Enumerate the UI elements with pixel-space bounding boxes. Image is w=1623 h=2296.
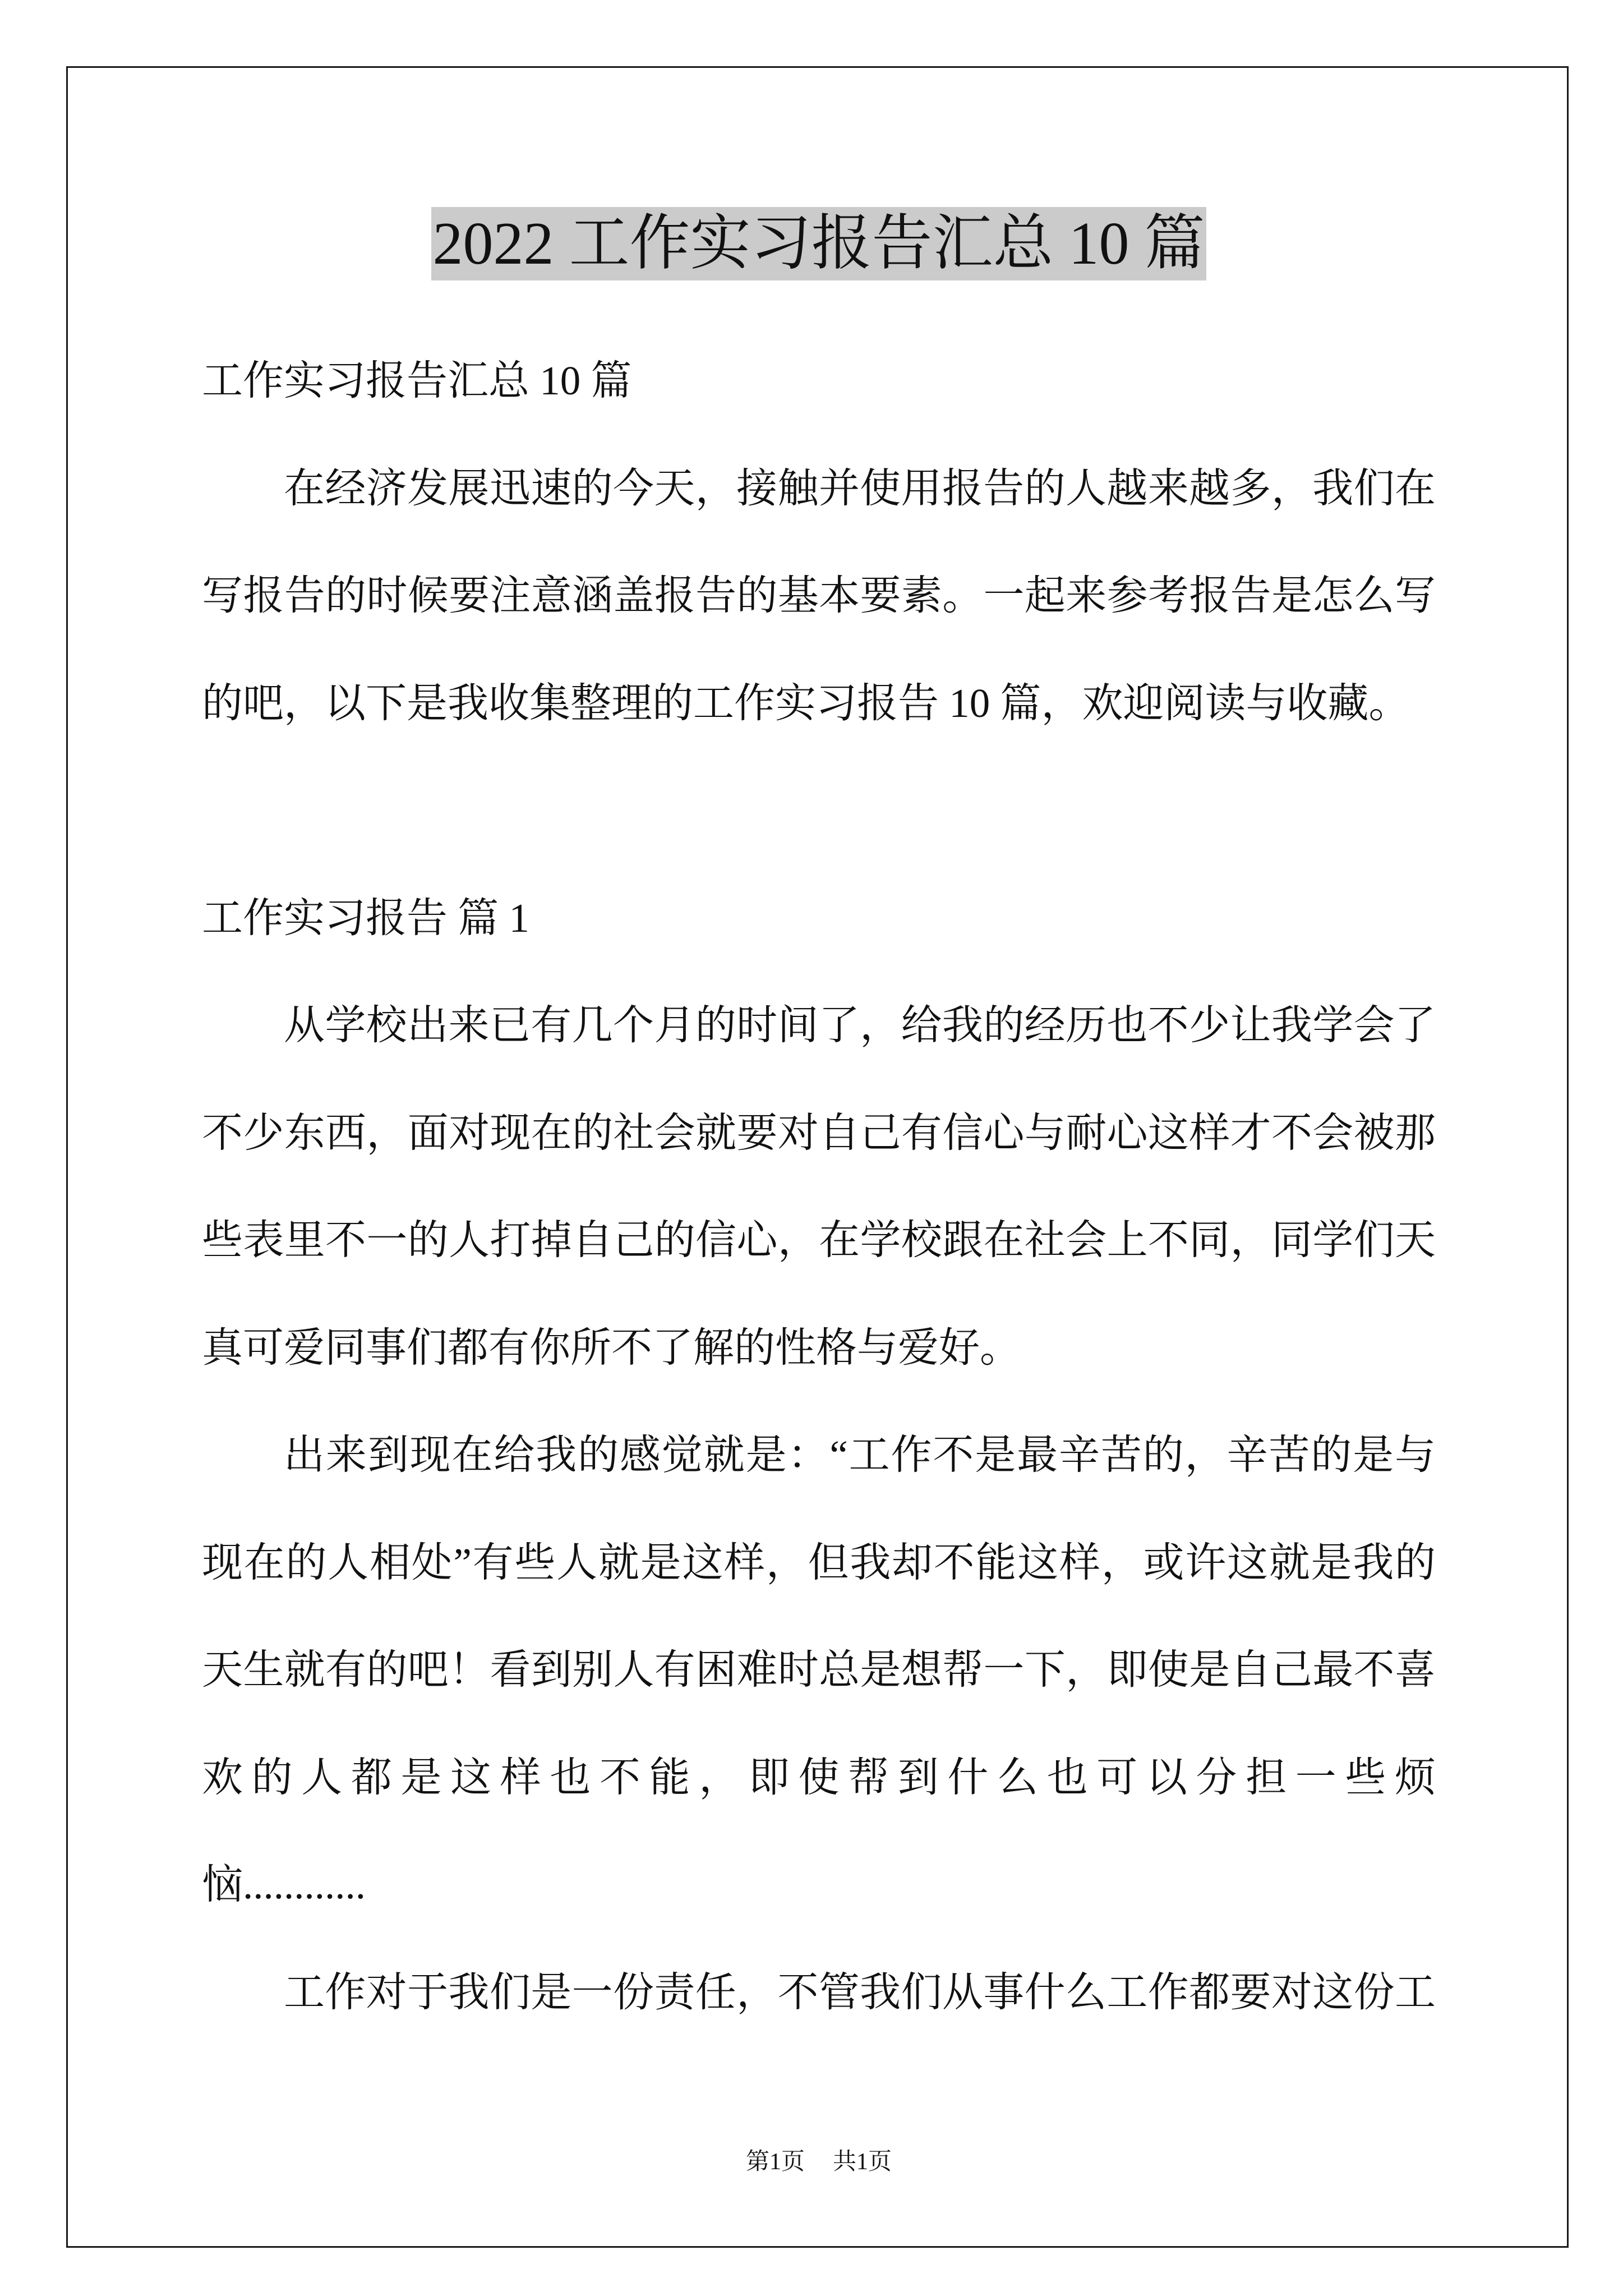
- paragraph-line: 出来到现在给我的感觉就是：“工作不是最辛苦的，辛苦的是与: [284, 1432, 1436, 1478]
- body-paragraph: [202, 972, 1436, 1401]
- intro-paragraph: [202, 435, 1436, 757]
- section-heading: 工作实习报告 篇 1: [202, 895, 529, 941]
- paragraph-line: 在经济发展迅速的今天，接触并使用报告的人越来越多，我们在: [284, 465, 1436, 511]
- body-paragraph: [202, 1401, 1436, 1939]
- page-number: 第1页: [745, 2149, 805, 2175]
- page-footer: [202, 2145, 1436, 2179]
- paragraph-line: 工作对于我们是一份责任，不管我们从事什么工作都要对这份工: [284, 1969, 1436, 2015]
- paragraph-line: 欢的人都是这样也不能，即使帮到什么也可以分担一些烦: [202, 1754, 1436, 1800]
- paragraph-line: 从学校出来已有几个月的时间了，给我的经历也不少让我学会了: [284, 1002, 1436, 1048]
- document-body: [202, 327, 1436, 2046]
- title-block: [202, 207, 1436, 280]
- paragraph-line: 写报告的时候要注意涵盖报告的基本要素。一起来参考报告是怎么写: [202, 573, 1436, 618]
- paragraph-line: 些表里不一的人打掉自己的信心，在学校跟在社会上不同，同学们天: [202, 1217, 1436, 1263]
- paragraph-line: 的吧，以下是我收集整理的工作实习报告 10 篇，欢迎阅读与收藏。: [202, 680, 1410, 726]
- paragraph-line: 恼............: [202, 1862, 366, 1907]
- paragraph-line: 真可爱同事们都有你所不了解的性格与爱好。: [202, 1324, 1021, 1370]
- subtitle: 工作实习报告汇总 10 篇: [202, 358, 632, 403]
- paragraph-line: 天生就有的吧！看到别人有困难时总是想帮一下，即使是自己最不喜: [202, 1647, 1436, 1692]
- paragraph-line: 现在的人相处”有些人就是这样，但我却不能这样，或许这就是我的: [202, 1539, 1436, 1585]
- body-paragraph: [202, 1939, 1436, 2046]
- document-title: 2022 工作实习报告汇总 10 篇: [431, 207, 1206, 280]
- blank-line: [202, 757, 1436, 864]
- page-total: 共1页: [833, 2149, 892, 2175]
- paragraph-line: 不少东西，面对现在的社会就要对自己有信心与耐心这样才不会被那: [202, 1110, 1436, 1156]
